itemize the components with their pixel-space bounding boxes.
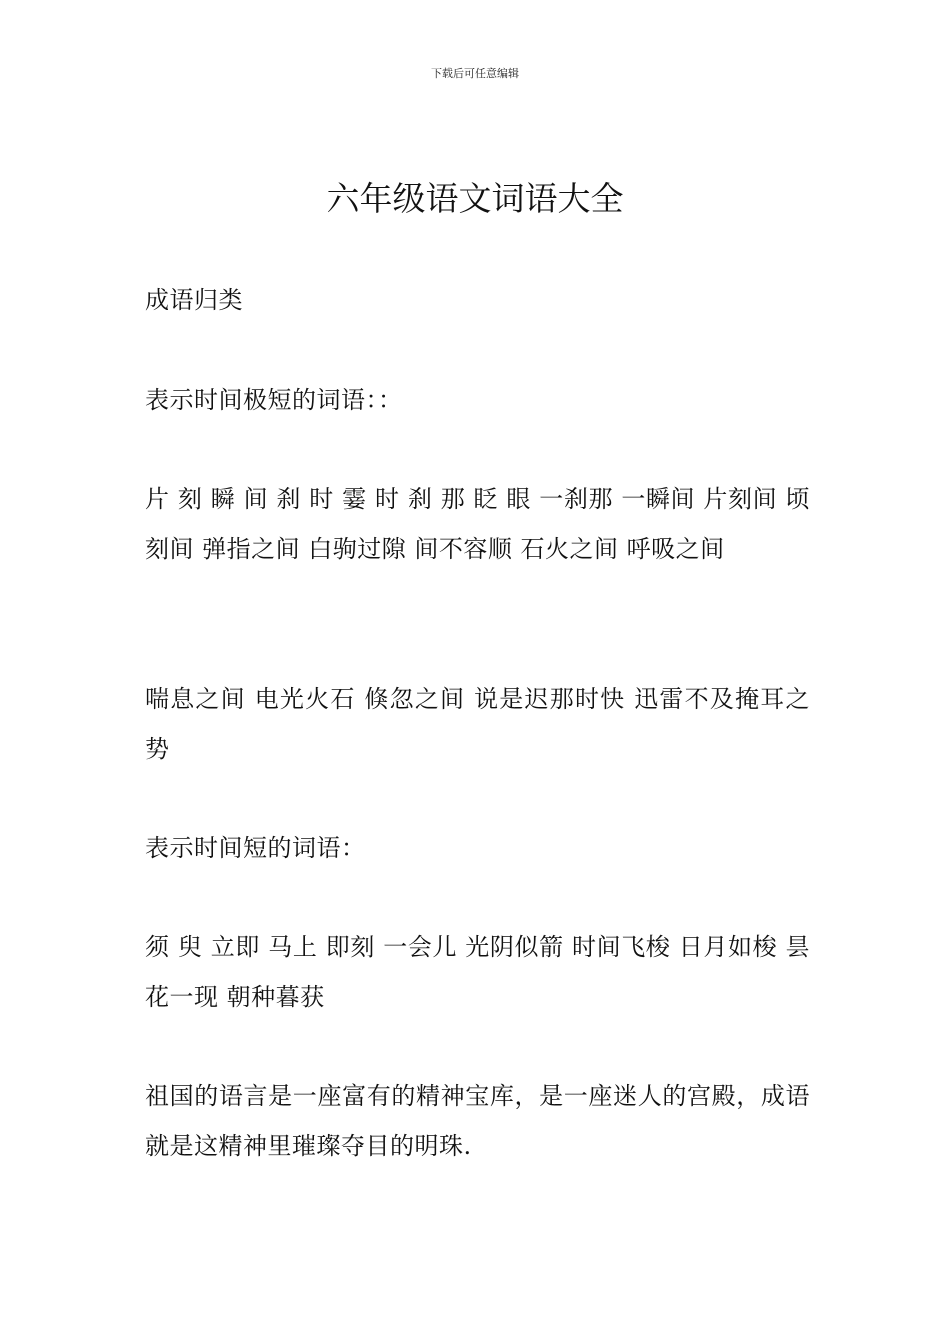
- word-list-short-time: 须 臾 立即 马上 即刻 一会儿 光阴似箭 时间飞梭 日月如梭 昙花一现 朝种暮获: [145, 933, 810, 1011]
- subheading-short-time: 表示时间短的词语：: [145, 834, 366, 862]
- word-list-very-short-time: 片 刻 瞬 间 刹 时 霎 时 刹 那 眨 眼 一刹那 一瞬间 片刻间 顷刻间 弹指之间 白驹过隙 间不容顺 石火之间 呼吸之间: [145, 485, 810, 563]
- page-title: 六年级语文词语大全: [326, 179, 624, 218]
- header-note: 下载后可任意编辑: [431, 67, 519, 80]
- word-list-very-short-time-continued: 喘息之间 电光火石 倏忽之间 说是迟那时快 迅雷不及掩耳之势: [145, 685, 810, 763]
- subheading-very-short-time: 表示时间极短的词语：：: [145, 386, 403, 414]
- section-heading-idiom-categories: 成语归类: [145, 286, 243, 314]
- closing-paragraph: 祖国的语言是一座富有的精神宝库，是一座迷人的宫殿，成语就是这精神里璀璨夺目的明珠.: [145, 1082, 810, 1160]
